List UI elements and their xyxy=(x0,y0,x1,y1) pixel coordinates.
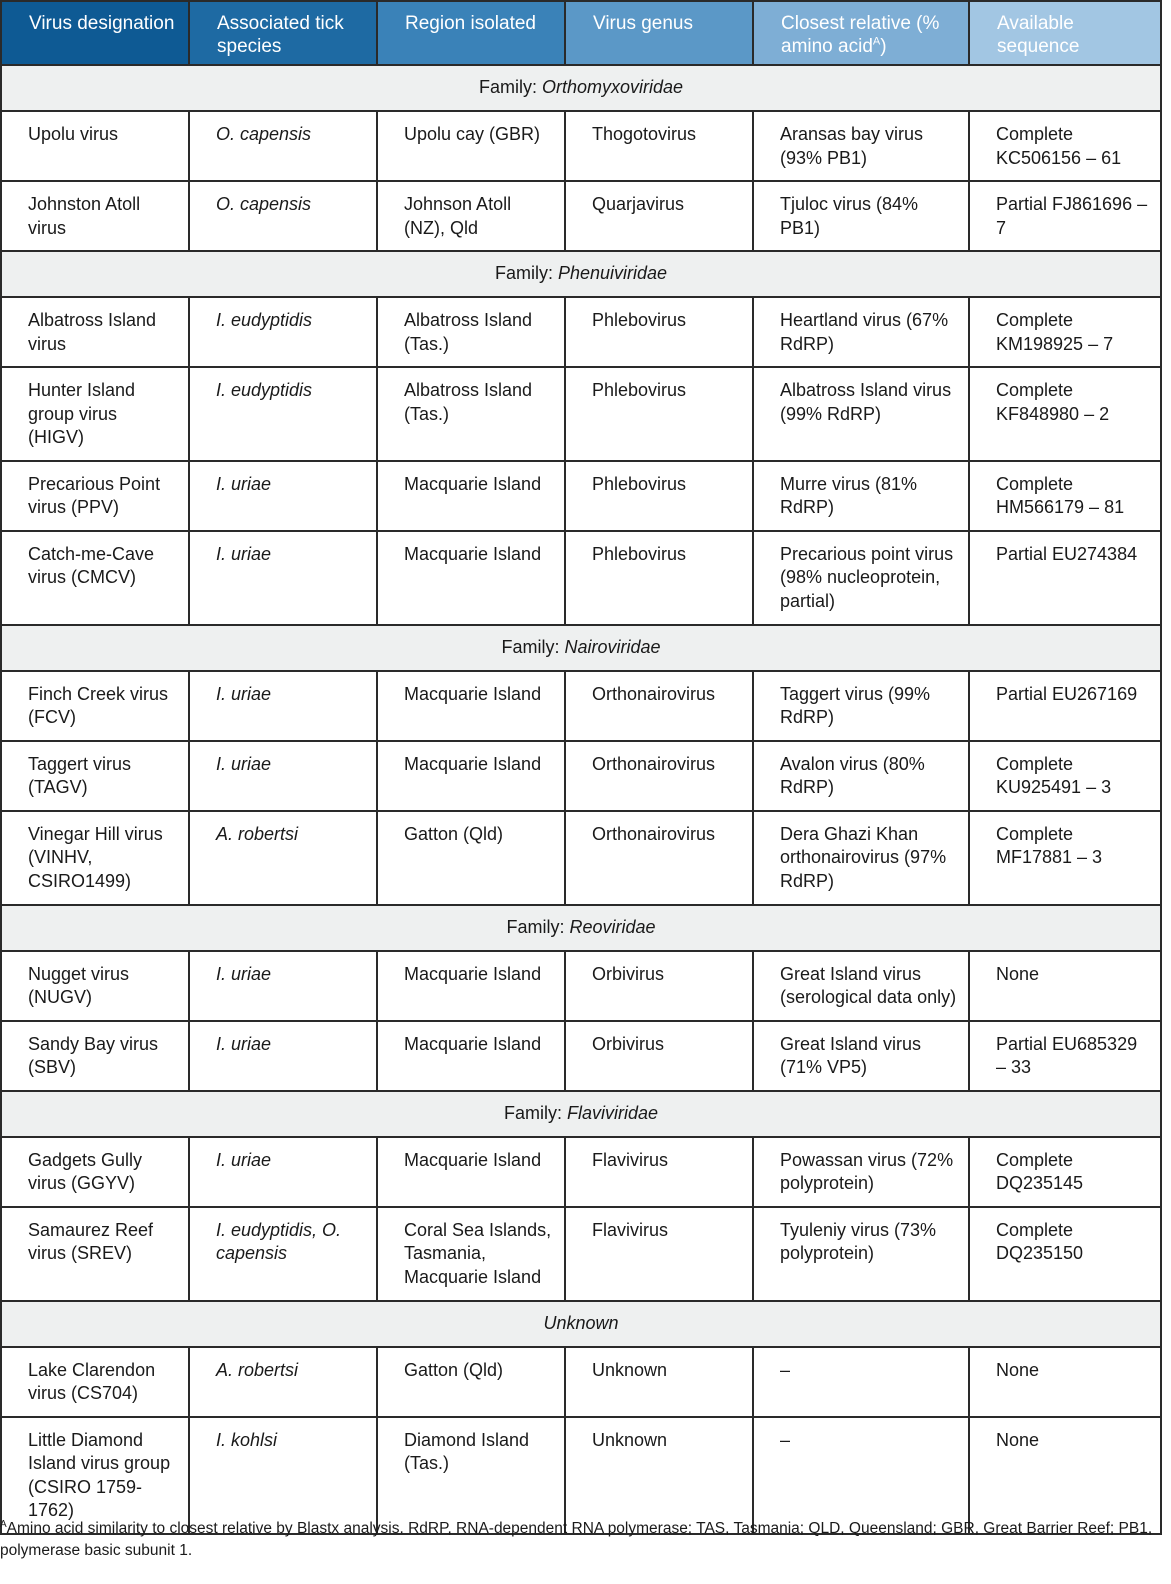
family-row xyxy=(1,1301,1161,1347)
cell-available-sequence: Complete MF17881 – 3 xyxy=(969,811,1161,905)
cell-tick-species: A. robertsi xyxy=(189,1347,377,1417)
header-genus: Virus genus xyxy=(565,1,753,65)
family-label-prefix: Family: xyxy=(478,77,542,97)
table-row xyxy=(1,1347,1161,1417)
cell-region: Macquarie Island xyxy=(377,671,565,741)
cell-closest-relative: Aransas bay virus (93% PB1) xyxy=(753,111,969,181)
cell-closest-relative: Murre virus (81% RdRP) xyxy=(753,461,969,531)
cell-available-sequence: Complete DQ235150 xyxy=(969,1207,1161,1301)
cell-genus: Flavivirus xyxy=(565,1207,753,1301)
table-row xyxy=(1,181,1161,251)
header-row xyxy=(1,1,1161,65)
header-closest-relative-marker: A xyxy=(872,35,881,48)
cell-available-sequence: Complete KM198925 – 7 xyxy=(969,297,1161,367)
cell-region: Macquarie Island xyxy=(377,461,565,531)
header-closest-relative-text: Closest relative (% amino acid xyxy=(781,13,940,57)
cell-virus-designation: Taggert virus (TAGV) xyxy=(1,741,189,811)
cell-closest-relative: Heartland virus (67% RdRP) xyxy=(753,297,969,367)
family-name: Unknown xyxy=(543,1312,619,1333)
cell-closest-relative: Taggert virus (99% RdRP) xyxy=(753,671,969,741)
table-row xyxy=(1,367,1161,461)
cell-available-sequence: None xyxy=(969,1347,1161,1417)
family-label-prefix: Family: xyxy=(501,636,565,657)
header-tick-species: Associated tick species xyxy=(189,1,377,65)
family-row xyxy=(1,1091,1161,1137)
table-row xyxy=(1,297,1161,367)
cell-region: Diamond Island (Tas.) xyxy=(377,1417,565,1534)
cell-tick-species: A. robertsi xyxy=(189,811,377,905)
footnote-marker: A xyxy=(0,1518,7,1530)
family-heading xyxy=(1,625,1161,671)
cell-region: Macquarie Island xyxy=(377,951,565,1021)
cell-tick-species: I. kohlsi xyxy=(189,1417,377,1534)
cell-closest-relative: Tjuloc virus (84% PB1) xyxy=(753,181,969,251)
family-name: Flaviviridae xyxy=(566,1102,659,1123)
cell-tick-species: I. uriae xyxy=(189,461,377,531)
cell-genus: Phlebovirus xyxy=(565,297,753,367)
family-label-prefix: Family: xyxy=(494,263,558,283)
table-row xyxy=(1,671,1161,741)
cell-region: Macquarie Island xyxy=(377,1021,565,1091)
header-closest-relative-close: ) xyxy=(880,36,887,57)
footnote xyxy=(0,1518,1166,1562)
cell-available-sequence: None xyxy=(969,951,1161,1021)
table-row xyxy=(1,741,1161,811)
header-region: Region isolated xyxy=(377,1,565,65)
cell-tick-species: I. uriae xyxy=(189,531,377,625)
header-virus-designation: Virus designation xyxy=(1,1,189,65)
family-row xyxy=(1,251,1161,297)
family-label-prefix: Family: xyxy=(503,1102,567,1123)
cell-virus-designation: Nugget virus (NUGV) xyxy=(1,951,189,1021)
family-heading xyxy=(1,905,1161,951)
table-row xyxy=(1,1021,1161,1091)
cell-available-sequence: Complete KU925491 – 3 xyxy=(969,741,1161,811)
table-row xyxy=(1,1207,1161,1301)
header-closest-relative xyxy=(753,1,969,65)
table-row xyxy=(1,1417,1161,1534)
cell-closest-relative: Avalon virus (80% RdRP) xyxy=(753,741,969,811)
cell-available-sequence: Partial EU274384 xyxy=(969,531,1161,625)
cell-tick-species: I. uriae xyxy=(189,1137,377,1207)
table-row xyxy=(1,951,1161,1021)
table-row xyxy=(1,531,1161,625)
cell-tick-species: I. eudyptidis, O. capensis xyxy=(189,1207,377,1301)
cell-region: Albatross Island (Tas.) xyxy=(377,297,565,367)
cell-virus-designation: Gadgets Gully virus (GGYV) xyxy=(1,1137,189,1207)
cell-tick-species: O. capensis xyxy=(189,111,377,181)
cell-genus: Phlebovirus xyxy=(565,367,753,461)
cell-closest-relative: Dera Ghazi Khan orthonairovirus (97% RdRP) xyxy=(753,811,969,905)
cell-genus: Unknown xyxy=(565,1417,753,1534)
cell-tick-species: O. capensis xyxy=(189,181,377,251)
cell-genus: Orbivirus xyxy=(565,1021,753,1091)
family-heading xyxy=(1,251,1161,297)
cell-closest-relative: – xyxy=(753,1417,969,1534)
cell-closest-relative: Precarious point virus (98% nucleoprotein, partial) xyxy=(753,531,969,625)
family-row xyxy=(1,905,1161,951)
cell-genus: Phlebovirus xyxy=(565,461,753,531)
cell-genus: Quarjavirus xyxy=(565,181,753,251)
table-row xyxy=(1,1137,1161,1207)
header-available-sequence: Available sequence xyxy=(969,1,1161,65)
family-name: Nairoviridae xyxy=(564,636,661,657)
cell-region: Macquarie Island xyxy=(377,531,565,625)
cell-genus: Flavivirus xyxy=(565,1137,753,1207)
cell-tick-species: I. eudyptidis xyxy=(189,297,377,367)
family-row xyxy=(1,625,1161,671)
cell-virus-designation: Johnston Atoll virus xyxy=(1,181,189,251)
cell-genus: Thogotovirus xyxy=(565,111,753,181)
cell-closest-relative: Great Island virus (71% VP5) xyxy=(753,1021,969,1091)
cell-region: Coral Sea Islands, Tasmania, Macquarie Island xyxy=(377,1207,565,1301)
family-name: Orthomyxoviridae xyxy=(541,77,684,97)
cell-available-sequence: Complete KF848980 – 2 xyxy=(969,367,1161,461)
cell-available-sequence: Partial FJ861696 – 7 xyxy=(969,181,1161,251)
cell-tick-species: I. eudyptidis xyxy=(189,367,377,461)
cell-available-sequence: Complete KC506156 – 61 xyxy=(969,111,1161,181)
family-name: Phenuiviridae xyxy=(557,263,668,283)
cell-virus-designation: Little Diamond Island virus group (CSIRO 1759-1762) xyxy=(1,1417,189,1534)
cell-genus: Orbivirus xyxy=(565,951,753,1021)
table-row xyxy=(1,461,1161,531)
cell-region: Albatross Island (Tas.) xyxy=(377,367,565,461)
cell-closest-relative: Great Island virus (serological data only) xyxy=(753,951,969,1021)
cell-virus-designation: Sandy Bay virus (SBV) xyxy=(1,1021,189,1091)
cell-genus: Phlebovirus xyxy=(565,531,753,625)
table-row xyxy=(1,811,1161,905)
cell-tick-species: I. uriae xyxy=(189,1021,377,1091)
cell-closest-relative: Albatross Island virus (99% RdRP) xyxy=(753,367,969,461)
cell-virus-designation: Catch-me-Cave virus (CMCV) xyxy=(1,531,189,625)
table-row xyxy=(1,111,1161,181)
footnote-text: Amino acid similarity to closest relative by Blastx analysis. RdRP, RNA-dependent RNA polymerase; TAS, Tasmania; QLD, Queensland; GBR, Great Barrier Reef; PB1, polymerase basic subunit 1. xyxy=(0,1520,1153,1559)
cell-closest-relative: Powassan virus (72% polyprotein) xyxy=(753,1137,969,1207)
family-heading xyxy=(1,1301,1161,1347)
table-body xyxy=(1,65,1161,1534)
cell-available-sequence: Partial EU685329 – 33 xyxy=(969,1021,1161,1091)
cell-region: Macquarie Island xyxy=(377,741,565,811)
cell-region: Macquarie Island xyxy=(377,1137,565,1207)
family-heading xyxy=(1,1091,1161,1137)
cell-region: Gatton (Qld) xyxy=(377,811,565,905)
cell-virus-designation: Vinegar Hill virus (VINHV, CSIRO1499) xyxy=(1,811,189,905)
cell-genus: Orthonairovirus xyxy=(565,741,753,811)
cell-region: Gatton (Qld) xyxy=(377,1347,565,1417)
cell-available-sequence: Complete HM566179 – 81 xyxy=(969,461,1161,531)
cell-virus-designation: Hunter Island group virus (HIGV) xyxy=(1,367,189,461)
cell-available-sequence: Complete DQ235145 xyxy=(969,1137,1161,1207)
cell-tick-species: I. uriae xyxy=(189,671,377,741)
family-label-prefix: Family: xyxy=(506,916,570,937)
cell-virus-designation: Samaurez Reef virus (SREV) xyxy=(1,1207,189,1301)
cell-genus: Orthonairovirus xyxy=(565,671,753,741)
cell-virus-designation: Precarious Point virus (PPV) xyxy=(1,461,189,531)
cell-genus: Orthonairovirus xyxy=(565,811,753,905)
cell-tick-species: I. uriae xyxy=(189,951,377,1021)
cell-virus-designation: Albatross Island virus xyxy=(1,297,189,367)
cell-available-sequence: None xyxy=(969,1417,1161,1534)
cell-region: Johnson Atoll (NZ), Qld xyxy=(377,181,565,251)
cell-closest-relative: Tyuleniy virus (73% polyprotein) xyxy=(753,1207,969,1301)
cell-available-sequence: Partial EU267169 xyxy=(969,671,1161,741)
cell-virus-designation: Lake Clarendon virus (CS704) xyxy=(1,1347,189,1417)
family-row xyxy=(1,65,1161,111)
cell-virus-designation: Upolu virus xyxy=(1,111,189,181)
family-heading xyxy=(1,65,1161,111)
cell-genus: Unknown xyxy=(565,1347,753,1417)
cell-tick-species: I. uriae xyxy=(189,741,377,811)
cell-virus-designation: Finch Creek virus (FCV) xyxy=(1,671,189,741)
cell-region: Upolu cay (GBR) xyxy=(377,111,565,181)
cell-closest-relative: – xyxy=(753,1347,969,1417)
family-name: Reoviridae xyxy=(569,916,656,937)
